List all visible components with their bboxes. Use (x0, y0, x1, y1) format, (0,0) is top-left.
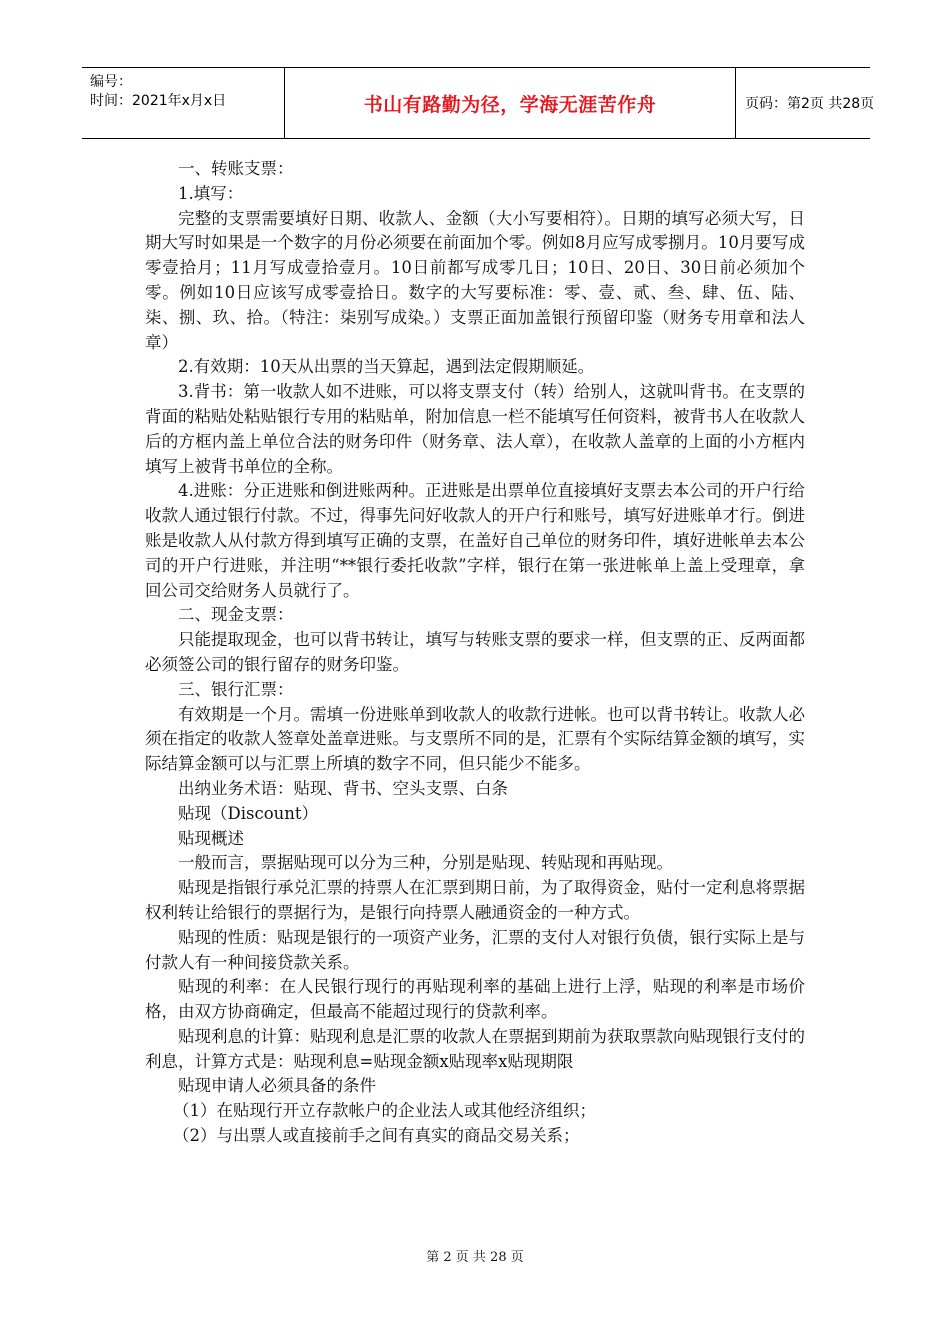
list-item: （1）在贴现行开立存款帐户的企业法人或其他经济组织； (173, 1101, 597, 1121)
section-heading-transfer-check: 一、转账支票： (178, 159, 294, 178)
paragraph: 有效期是一个月。需填一份进账单到收款人的收款行进帐。也可以背书转让。收款人必须在指定的收款人签章处盖章进账。与支票所不同的是，汇票有个实际结算金额的填写，实际结算金额可以与汇票上所填的数字不同，但只能少不能多。 (145, 704, 805, 774)
paragraph: 3.背书：第一收款人如不进账，可以将支票支付（转）给别人，这就叫背书。在支票的背面的粘贴处粘贴银行专用的粘贴单，附加信息一栏不能填写任何资料，被背书人在收款人后的方框内盖上单位合法的财务印件（财务章、法人章），在收款人盖章的上面的小方框内填写上被背书单位的全称。 (145, 382, 805, 476)
header-page-number: 页码：第2页 共28页 (745, 96, 875, 112)
page-footer: 第 2 页 共 28 页 (426, 1250, 524, 1265)
header-motto-cell (284, 68, 736, 138)
paragraph: 贴现（Discount） (178, 803, 319, 823)
paragraph: 2.有效期：10天从出票的当天算起，遇到法定假期顺延。 (178, 357, 595, 377)
paragraph: 贴现的性质：贴现是银行的一项资产业务，汇票的支付人对银行负债，银行实际上是与付款人有一种间接贷款关系。 (145, 927, 805, 972)
subheading-fill-in: 1.填写： (178, 183, 244, 203)
paragraph: 贴现申请人必须具备的条件 (178, 1076, 376, 1096)
header-motto: 书山有路勤为径，学海无涯苦作舟 (363, 93, 657, 116)
paragraph: 完整的支票需要填好日期、收款人、金额（大小写要相符）。日期的填写必须大写，日期大写时如果是一个数字的月份必须要在前面加个零。例如8月应写成零捌月。10月要写成零壹拾月；11月写成壹拾壹月。10日前都写成零几日；10日、20日、30日前必须加个零。例如10日应该写成零壹拾日。数字的大写要标准：零、壹、贰、叁、肆、伍、陆、柒、捌、玖、拾。（特注：柒别写成染。）支票正面加盖银行预留印鉴（财务专用章和法人章） (145, 208, 805, 352)
list-item: （2）与出票人或直接前手之间有真实的商品交易关系； (173, 1126, 580, 1146)
paragraph: 4.进账：分正进账和倒进账两种。正进账是出票单位直接填好支票去本公司的开户行给收款人通过银行付款。不过，得事先问好收款人的开户行和账号，填写好进账单才行。倒进账是收款人从付款方得到填写正确的支票，在盖好自己单位的财务印件，填好进帐单去本公司的开户行进账，并注明“**银行委托收款”字样，银行在第一张进帐单上盖上受理章，拿回公司交给财务人员就行了。 (145, 481, 805, 600)
paragraph: 贴现的利率：在人民银行现行的再贴现利率的基础上进行上浮，贴现的利率是市场价格，由双方协商确定，但最高不能超过现行的贷款利率。 (145, 977, 805, 1022)
section-heading-cash-check: 二、现金支票： (178, 605, 294, 625)
document-time-label: 时间：2021年x月x日 (90, 93, 227, 109)
paragraph: 贴现利息的计算：贴现利息是汇票的收款人在票据到期前为获取票款向贴现银行支付的利息，计算方式是：贴现利息=贴现金额x贴现率x贴现期限 (145, 1026, 805, 1071)
paragraph: 只能提取现金，也可以背书转让，填写与转账支票的要求一样，但支票的正、反两面都必须签公司的银行留存的财务印鉴。 (145, 630, 805, 674)
paragraph: 一般而言，票据贴现可以分为三种，分别是贴现、转贴现和再贴现。 (178, 853, 673, 873)
page-header (82, 67, 875, 139)
document-body (145, 157, 805, 1149)
section-heading-bank-draft: 三、银行汇票： (178, 679, 294, 699)
header-meta (82, 68, 284, 138)
paragraph: 贴现是指银行承兑汇票的持票人在汇票到期日前，为了取得资金，贴付一定利息将票据权利转让给银行的票据行为，是银行向持票人融通资金的一种方式。 (145, 878, 805, 922)
header-page-cell (735, 68, 875, 138)
document-number-label: 编号： (90, 74, 132, 90)
paragraph: 出纳业务术语：贴现、背书、空头支票、白条 (178, 778, 508, 798)
paragraph: 贴现概述 (178, 828, 244, 848)
